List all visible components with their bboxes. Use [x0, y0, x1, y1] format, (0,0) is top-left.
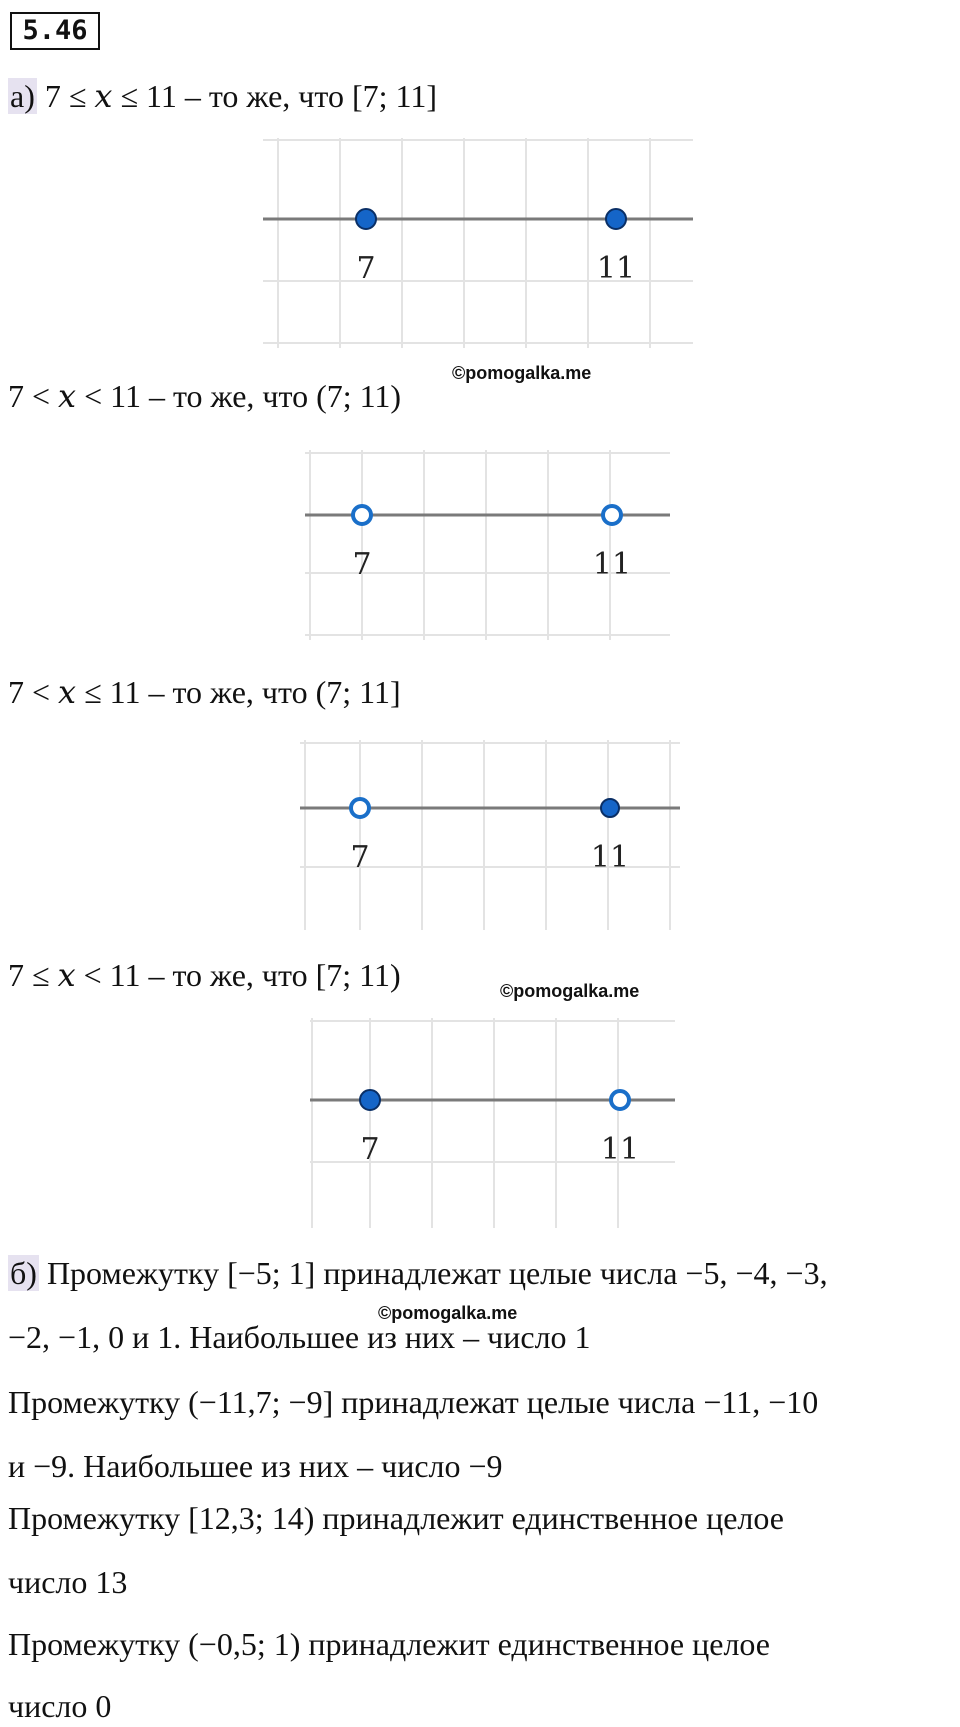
- tick-label-7: 7: [352, 547, 372, 582]
- part-b-line-6: число 13: [8, 1564, 128, 1600]
- point-11: [611, 1091, 629, 1109]
- grid: [300, 740, 680, 930]
- statement-1-text: 7 ≤ 𝑥 ≤ 11 – то же, что [7; 11]: [44, 78, 437, 114]
- point-11: [603, 506, 621, 524]
- part-b-line-1: [8, 1253, 828, 1293]
- tick-label-7: 7: [356, 251, 376, 286]
- grid: [263, 138, 693, 348]
- part-b-line-5: Промежутку [12,3; 14) принадлежит единственное целое: [8, 1500, 784, 1536]
- watermark: ©pomogalka.me: [378, 1303, 518, 1323]
- point-11: [601, 799, 619, 817]
- tick-label-7: 7: [350, 840, 370, 875]
- point-11: [606, 209, 626, 229]
- watermark: ©pomogalka.me: [452, 363, 592, 383]
- part-b-line-8: число 0: [8, 1688, 112, 1724]
- point-7: [356, 209, 376, 229]
- tick-label-11: 11: [596, 251, 636, 286]
- number-line-2: [305, 450, 670, 640]
- part-a-marker: а): [10, 78, 35, 114]
- number-line-3: [300, 740, 680, 930]
- grid: [305, 450, 670, 640]
- part-b-line-4: и −9. Наибольшее из них – число −9: [8, 1448, 503, 1484]
- part-b-marker: б): [10, 1255, 37, 1291]
- part-b-line-2: −2, −1, 0 и 1. Наибольшее из них – число 1: [8, 1319, 591, 1355]
- tick-label-11: 11: [592, 547, 632, 582]
- statement-2: 7 < 𝑥 < 11 – то же, что (7; 11): [8, 378, 402, 414]
- part-b-line-7: Промежутку (−0,5; 1) принадлежит единственное целое: [8, 1626, 770, 1662]
- part-b-line-1-text: Промежутку [−5; 1] принадлежат целые числа −5, −4, −3,: [46, 1255, 828, 1291]
- tick-label-7: 7: [360, 1132, 380, 1167]
- part-b-line-3: Промежутку (−11,7; −9] принадлежат целые числа −11, −10: [8, 1384, 819, 1420]
- statement-4: 7 ≤ 𝑥 < 11 – то же, что [7; 11): [8, 957, 401, 993]
- point-7: [351, 799, 369, 817]
- point-7: [353, 506, 371, 524]
- tick-label-11: 11: [590, 840, 630, 875]
- number-line-4: [310, 1018, 675, 1228]
- number-line-1: [263, 138, 693, 348]
- watermark: ©pomogalka.me: [500, 981, 640, 1001]
- tick-label-11: 11: [600, 1132, 640, 1167]
- point-7: [360, 1090, 380, 1110]
- statement-1: [8, 76, 437, 116]
- problem-number: 5.46: [10, 12, 100, 50]
- grid: [310, 1018, 675, 1228]
- statement-3: 7 < 𝑥 ≤ 11 – то же, что (7; 11]: [8, 674, 401, 710]
